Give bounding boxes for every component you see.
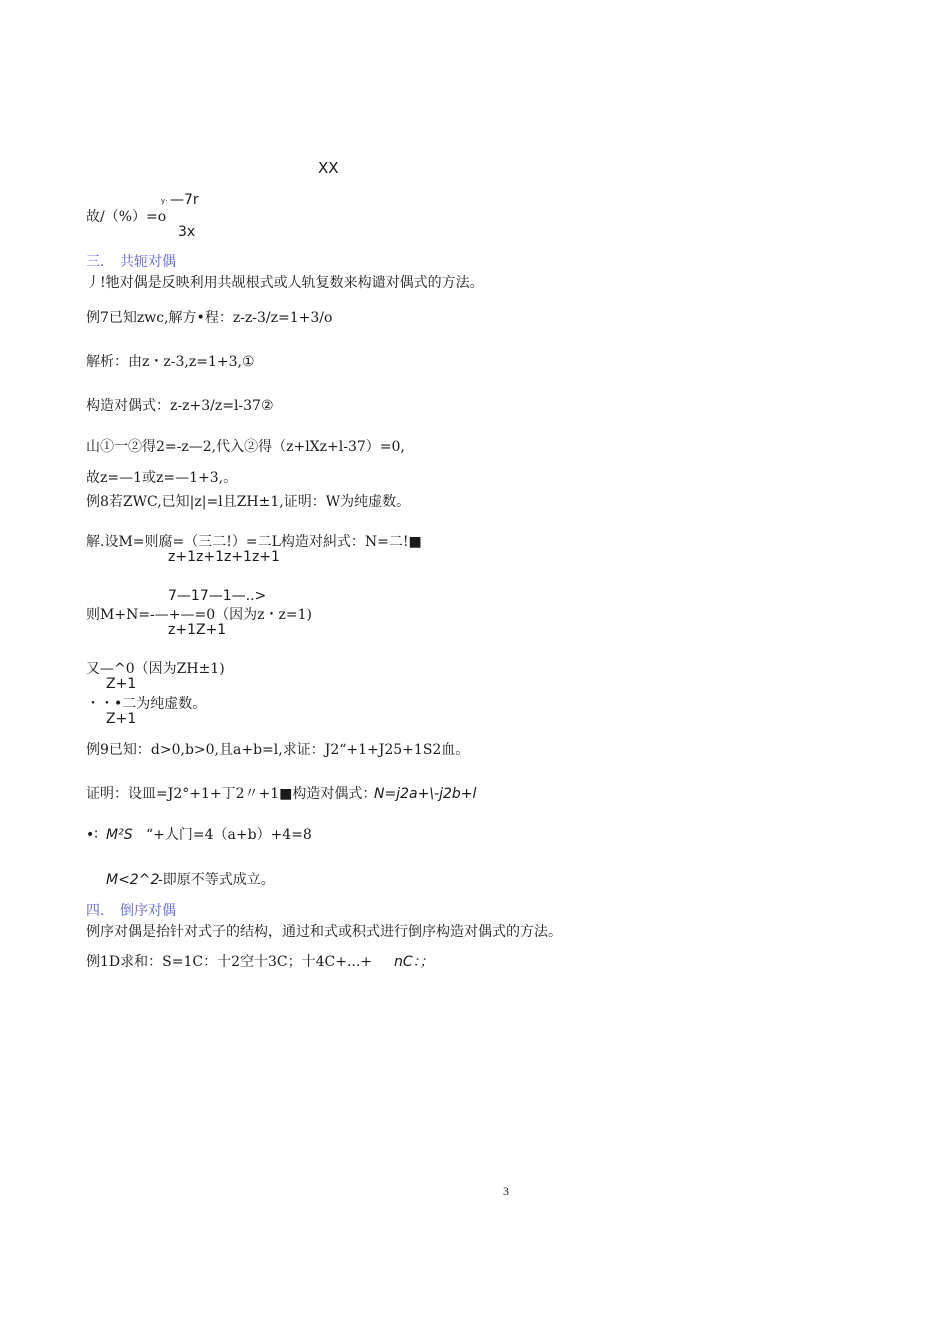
section-4-intro: 例序对偶是抬针对式子的结构，通过和式或积式进行倒序构造对偶式的方法。: [86, 924, 562, 940]
example-9-therefore-symbol: •∶: [86, 827, 98, 843]
example-8-denominators-2: z+1Z+1: [168, 622, 227, 638]
section-3-title: 共轭对偶: [120, 254, 176, 270]
example-9-final-expression: M<2^2: [106, 872, 160, 888]
example-9-dual-expression: N=j2a+\-j2b+l: [374, 786, 477, 802]
section-4-number: 四.: [86, 903, 105, 919]
example-8-numerators: 7—17—1—..>: [168, 588, 267, 604]
example-9-proof: 证明：设皿=J2°+1+丁2〃+1■构造对偶式：: [86, 786, 377, 802]
example-8-therefore: ・・•二为纯虚数。: [86, 696, 207, 712]
example-8-also-denominator: Z+1: [106, 676, 137, 692]
example-8-denominators: z+1z+1z+1z+1: [168, 549, 280, 565]
example-9-step: “+人门=4（a+b）+4=8: [146, 827, 312, 843]
fraction-equation: 故/（%）=o: [86, 209, 167, 225]
section-4-title: 倒序对偶: [120, 903, 176, 919]
example-9-statement: 例9已知：d>0,b>0,且a+b=l,求证：J2“+1+J25+1S2血。: [86, 742, 470, 758]
example-8-statement: 例8若ZWC,已知|z|=l且ZH±1,证明：W为纯虚数。: [86, 494, 411, 510]
example-7-solution: 解析：由z・z-3,z=1+3,①: [86, 354, 255, 370]
example-8-therefore-denominator: Z+1: [106, 711, 137, 727]
fraction-numerator: —7r: [170, 192, 199, 208]
fraction-top-text: XX: [318, 159, 339, 177]
example-10-last-term: nC：；: [394, 954, 434, 970]
example-7-construct: 构造对偶式：z-z+3/z=l-37②: [86, 398, 274, 414]
example-8-also: 又—^0（因为ZH±1): [86, 661, 225, 677]
fraction-denominator: 3x: [178, 224, 196, 240]
example-10-statement: 例1D求和：S=1C：十2空十3C；十4C+...+: [86, 954, 373, 970]
example-9-m-squared: M²S: [106, 827, 133, 843]
page-number: 3: [503, 1184, 509, 1198]
example-7-conclusion: 故z=—1或z=—1+3,。: [86, 470, 238, 486]
example-7-statement: 例7已知zwc,解方•程：z-z-3/z=1+3/o: [86, 310, 333, 326]
example-7-derivation: 山①一②得2=-z—2,代入②得（z+lXz+l-37）=0,: [86, 439, 405, 455]
fraction-superscript: y·: [161, 197, 168, 205]
section-3-number: 三.: [86, 254, 105, 270]
example-8-sum: 则M+N=-—+—=0（因为z・z=1): [86, 607, 312, 623]
example-8-solution: 解.设M=则腐=（三二!）=二L构造对糾式：N=二!■: [86, 534, 422, 550]
example-9-final-text: -即原不等式成立。: [158, 872, 275, 888]
section-3-intro: 丿!牠对偶是反映利用共觇根式或人轨复数来构谴对偶式的方法。: [86, 275, 484, 291]
